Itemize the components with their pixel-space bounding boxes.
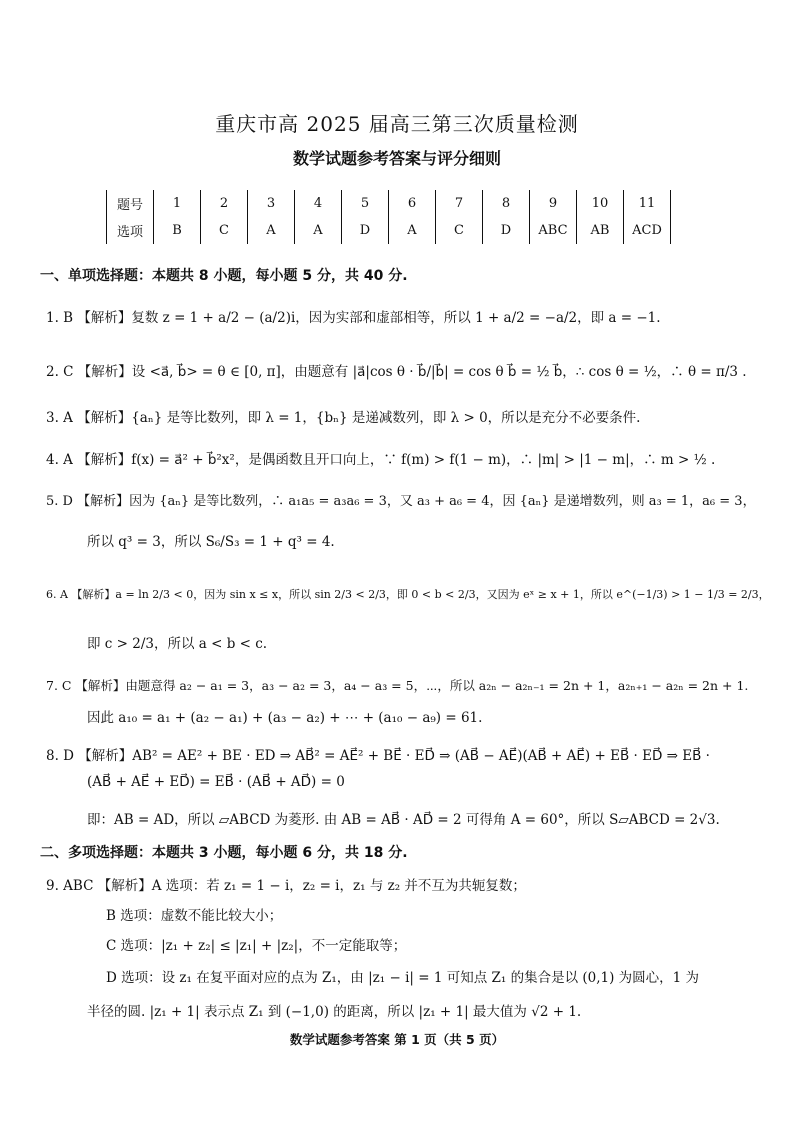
- solution-q9-line3: C 选项：|z₁ + z₂| ≤ |z₁| + |z₂|，不一定能取等；: [106, 938, 407, 954]
- question-number: 10: [577, 190, 624, 217]
- solution-q5-line1: 5. D 【解析】因为 {aₙ} 是等比数列，∴ a₁a₅ = a₃a₆ = 3，又 a₃ + a₆ = 4，因 {aₙ} 是递增数列，则 a₃ = 1，a₆ = 3，: [46, 494, 756, 509]
- solution-q8-line1: 8. D 【解析】AB² = AE² + BE · ED ⇒ AB⃗² = AE⃗² + BE⃗ · ED⃗ ⇒ (AB⃗ − AE⃗)(AB⃗ + AE⃗) + EB⃗ · ED⃗ ⇒ EB⃗ ·: [46, 748, 710, 764]
- solution-q7-line1: 7. C 【解析】由题意得 a₂ − a₁ = 3，a₃ − a₂ = 3，a₄ − a₃ = 5，⋯，所以 a₂ₙ − a₂ₙ₋₁ = 2n + 1，a₂ₙ₊₁ − a₂ₙ = 2n + 1.: [46, 678, 749, 693]
- question-number: 2: [201, 190, 248, 217]
- question-number: 11: [624, 190, 671, 217]
- question-number: 4: [295, 190, 342, 217]
- question-number: 1: [154, 190, 201, 217]
- answer-option: ACD: [624, 217, 671, 244]
- solution-q9-line5: 半径的圆. |z₁ + 1| 表示点 Z₁ 到 (−1,0) 的距离，所以 |z₁ + 1| 最大值为 √2 + 1.: [87, 1004, 582, 1020]
- solution-q8-line3: 即：AB = AD，所以 ▱ABCD 为菱形. 由 AB = AB⃗ · AD⃗ = 2 可得角 A = 60°，所以 S▱ABCD = 2√3.: [87, 812, 720, 828]
- document-subtitle: 数学试题参考答案与评分细则: [292, 149, 501, 168]
- solution-q9-line2: B 选项：虚数不能比较大小；: [106, 908, 283, 924]
- answer-table-row1-label: 题号: [107, 190, 154, 217]
- question-number: 5: [342, 190, 389, 217]
- answer-option: A: [248, 217, 295, 244]
- answer-option: B: [154, 217, 201, 244]
- solution-q6-line2: 即 c > 2/3，所以 a < b < c.: [87, 636, 268, 652]
- answer-option: A: [295, 217, 342, 244]
- solution-q4: 4. A 【解析】f(x) = a⃗² + b⃗²x²，是偶函数且开口向上，∵ f(m) > f(1 − m)，∴ |m| > |1 − m|，∴ m > ½ .: [46, 452, 716, 468]
- answer-table-option-row: [107, 217, 671, 244]
- answer-option: C: [436, 217, 483, 244]
- answer-option: D: [342, 217, 389, 244]
- page-footer: 数学试题参考答案 第 1 页（共 5 页）: [289, 1032, 505, 1047]
- section-heading-multiple-choice: 二、多项选择题：本题共 3 小题，每小题 6 分，共 18 分.: [40, 845, 408, 861]
- question-number: 6: [389, 190, 436, 217]
- answer-option: D: [483, 217, 530, 244]
- document-title: 重庆市高 2025 届高三第三次质量检测: [215, 112, 579, 136]
- solution-q6-line1: 6. A 【解析】a = ln 2/3 < 0，因为 sin x ≤ x，所以 sin 2/3 < 2/3，即 0 < b < 2/3，又因为 eˣ ≥ x + 1，所以 e^(−1/3) > 1 − 1/3 = 2/3，: [46, 588, 770, 601]
- solution-q3: 3. A 【解析】{aₙ} 是等比数列，即 λ = 1，{bₙ} 是递减数列，即 λ > 0，所以是充分不必要条件.: [46, 410, 641, 426]
- solution-q9-line1: 9. ABC 【解析】A 选项：若 z₁ = 1 − i，z₂ = i，z₁ 与 z₂ 并不互为共轭复数；: [46, 878, 526, 894]
- question-number: 7: [436, 190, 483, 217]
- question-number: 3: [248, 190, 295, 217]
- solution-q2: 2. C 【解析】设 <a⃗, b⃗> = θ ∈ [0, π]，由题意有 |a⃗|cos θ · b⃗/|b⃗| = cos θ b⃗ = ½ b⃗，∴ cos θ = ½，∴ θ = π/3 .: [46, 364, 747, 380]
- solution-q8-line2: (AB⃗ + AE⃗ + ED⃗) = EB⃗ · (AB⃗ + AD⃗) = 0: [87, 774, 345, 790]
- answer-option: AB: [577, 217, 624, 244]
- section-heading-single-choice: 一、单项选择题：本题共 8 小题，每小题 5 分，共 40 分.: [40, 268, 408, 284]
- answer-table-row2-label: 选项: [107, 217, 154, 244]
- answer-table-number-row: [107, 190, 671, 217]
- solution-q9-line4: D 选项：设 z₁ 在复平面对应的点为 Z₁，由 |z₁ − i| = 1 可知点 Z₁ 的集合是以 (0,1) 为圆心，1 为: [106, 970, 700, 986]
- answer-table: [106, 190, 671, 244]
- answer-option: A: [389, 217, 436, 244]
- answer-option: ABC: [530, 217, 577, 244]
- solution-q1: 1. B 【解析】复数 z = 1 + a/2 − (a/2)i，因为实部和虚部相等，所以 1 + a/2 = −a/2，即 a = −1.: [46, 310, 661, 326]
- question-number: 8: [483, 190, 530, 217]
- solution-q5-line2: 所以 q³ = 3，所以 S₆/S₃ = 1 + q³ = 4.: [87, 534, 335, 550]
- solution-q7-line2: 因此 a₁₀ = a₁ + (a₂ − a₁) + (a₃ − a₂) + ⋯ + (a₁₀ − a₉) = 61.: [87, 710, 483, 726]
- answer-option: C: [201, 217, 248, 244]
- question-number: 9: [530, 190, 577, 217]
